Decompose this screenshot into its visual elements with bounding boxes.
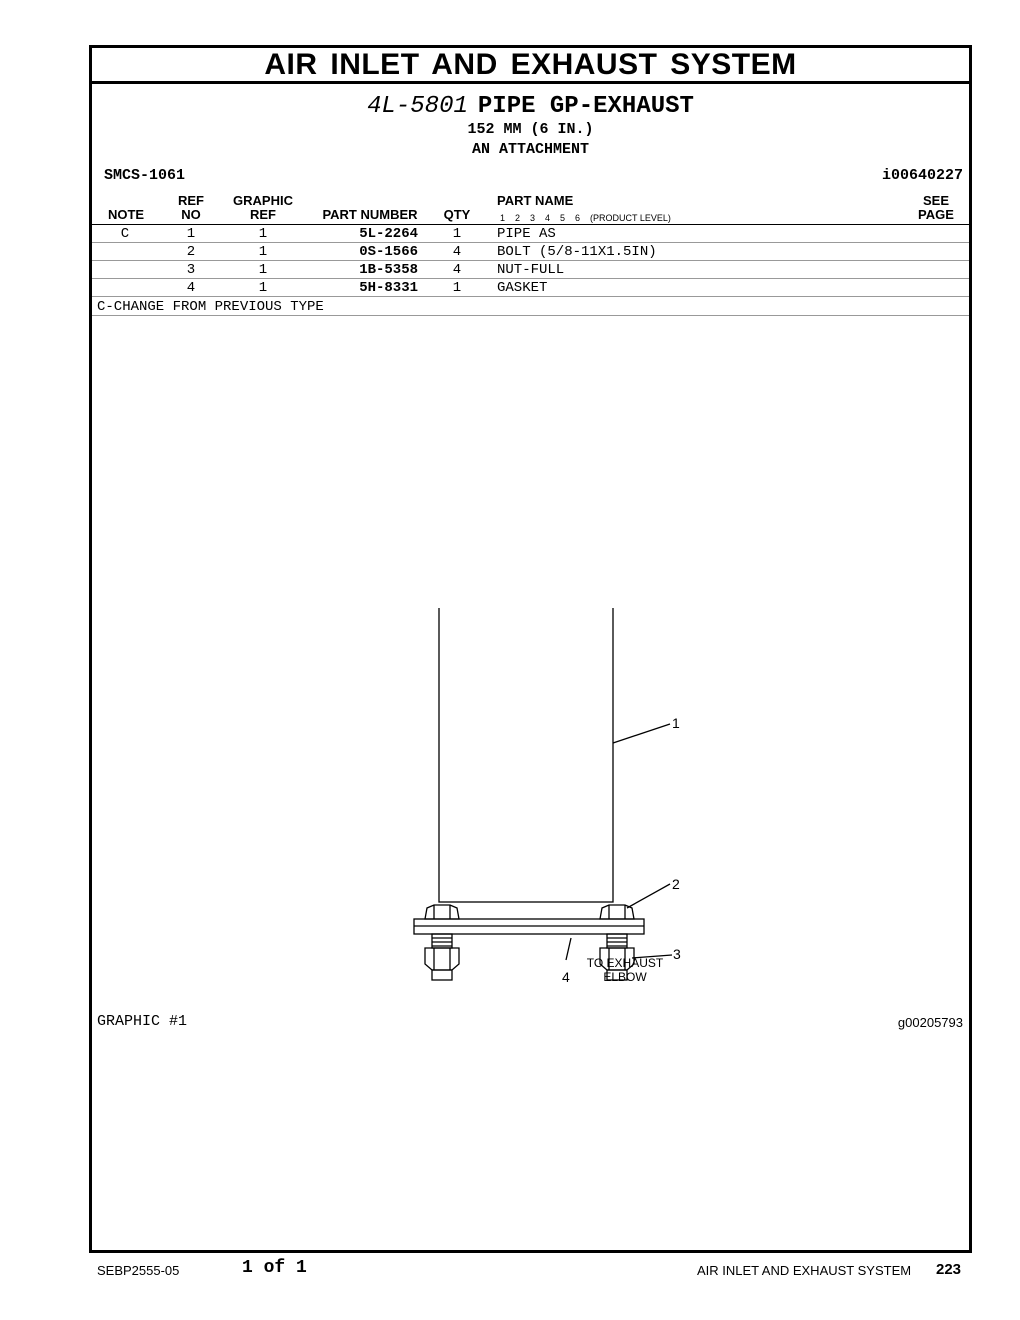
leader-pipe xyxy=(613,724,670,743)
header-ref-top: REF xyxy=(178,193,204,208)
header-see-bottom: PAGE xyxy=(918,207,954,222)
cell-graphic-ref: 1 xyxy=(258,262,268,278)
cell-part-number: 1B-5358 xyxy=(359,262,418,278)
section-title: AIR INLET AND EXHAUST SYSTEM xyxy=(264,48,797,81)
group-title xyxy=(92,94,969,120)
cell-part-name: NUT-FULL xyxy=(497,262,565,278)
nut-left xyxy=(425,948,459,970)
group-subtitle-size: 152 MM (6 IN.) xyxy=(467,121,594,138)
cell-part-number: 0S-1566 xyxy=(359,244,418,260)
leader-gasket xyxy=(566,938,571,960)
callout-3: 3 xyxy=(673,946,681,962)
exploded-view-illustration xyxy=(392,608,812,1038)
caption-line-2: ELBOW xyxy=(603,970,647,984)
callout-4: 4 xyxy=(562,969,570,985)
header-ref-bottom: NO xyxy=(181,207,201,222)
header-qty: QTY xyxy=(443,207,471,222)
cell-part-number: 5H-8331 xyxy=(359,280,418,296)
header-see-top: SEE xyxy=(922,193,949,208)
cell-ref: 1 xyxy=(186,226,196,242)
illustration-ident: i00640227 xyxy=(881,167,963,184)
cell-graphic-ref: 1 xyxy=(258,226,268,242)
cell-qty: 1 xyxy=(452,226,462,242)
table-row xyxy=(92,279,969,297)
cell-qty: 4 xyxy=(452,244,462,260)
cell-part-name: GASKET xyxy=(497,280,548,296)
cell-ref: 4 xyxy=(186,280,196,296)
table-row xyxy=(92,225,969,243)
graphic-id: g00205793 xyxy=(897,1015,963,1030)
page-frame xyxy=(89,45,972,1253)
header-product-levels: 1 2 3 4 5 6 (PRODUCT LEVEL) xyxy=(500,213,671,223)
group-subtitle-attachment: AN ATTACHMENT xyxy=(471,141,590,158)
footer-document-number: SEBP2555-05 xyxy=(97,1263,180,1278)
leader-bolt xyxy=(627,884,670,908)
change-note: C-CHANGE FROM PREVIOUS TYPE xyxy=(97,299,324,315)
pipe-body xyxy=(439,608,613,902)
header-note: NOTE xyxy=(107,207,145,222)
cell-graphic-ref: 1 xyxy=(258,244,268,260)
group-name: PIPE GP-EXHAUST xyxy=(477,93,694,120)
cell-graphic-ref: 1 xyxy=(258,280,268,296)
table-row xyxy=(92,261,969,279)
bolt-tip-left xyxy=(432,970,452,980)
graphic-label: GRAPHIC #1 xyxy=(97,1013,188,1030)
header-graphic-top: GRAPHIC xyxy=(233,193,293,208)
cell-ref: 3 xyxy=(186,262,196,278)
footer-section-title: AIR INLET AND EXHAUST SYSTEM xyxy=(697,1263,912,1278)
header-part-number: PART NUMBER xyxy=(322,207,418,222)
cell-note: C xyxy=(120,226,130,242)
caption-line-1: TO EXHAUST xyxy=(586,956,664,970)
table-row xyxy=(92,243,969,261)
header-part-name: PART NAME xyxy=(497,193,574,208)
cell-part-number: 5L-2264 xyxy=(359,226,418,242)
section-title-bar xyxy=(92,48,969,84)
group-part-number: 4L-5801 xyxy=(367,93,468,120)
cell-part-name: BOLT (5/8-11X1.5IN) xyxy=(497,244,657,260)
change-note-divider xyxy=(92,315,969,316)
callout-2: 2 xyxy=(672,876,680,892)
cell-qty: 4 xyxy=(452,262,462,278)
bolt-head-left xyxy=(425,905,459,919)
footer-page-count: 1 of 1 xyxy=(242,1258,307,1278)
smcs-code: SMCS-1061 xyxy=(104,167,186,184)
callout-1: 1 xyxy=(672,715,680,731)
cell-qty: 1 xyxy=(452,280,462,296)
footer-page-number: 223 xyxy=(936,1261,962,1278)
cell-ref: 2 xyxy=(186,244,196,260)
header-graphic-bottom: REF xyxy=(250,207,276,222)
cell-part-name: PIPE AS xyxy=(497,226,556,242)
